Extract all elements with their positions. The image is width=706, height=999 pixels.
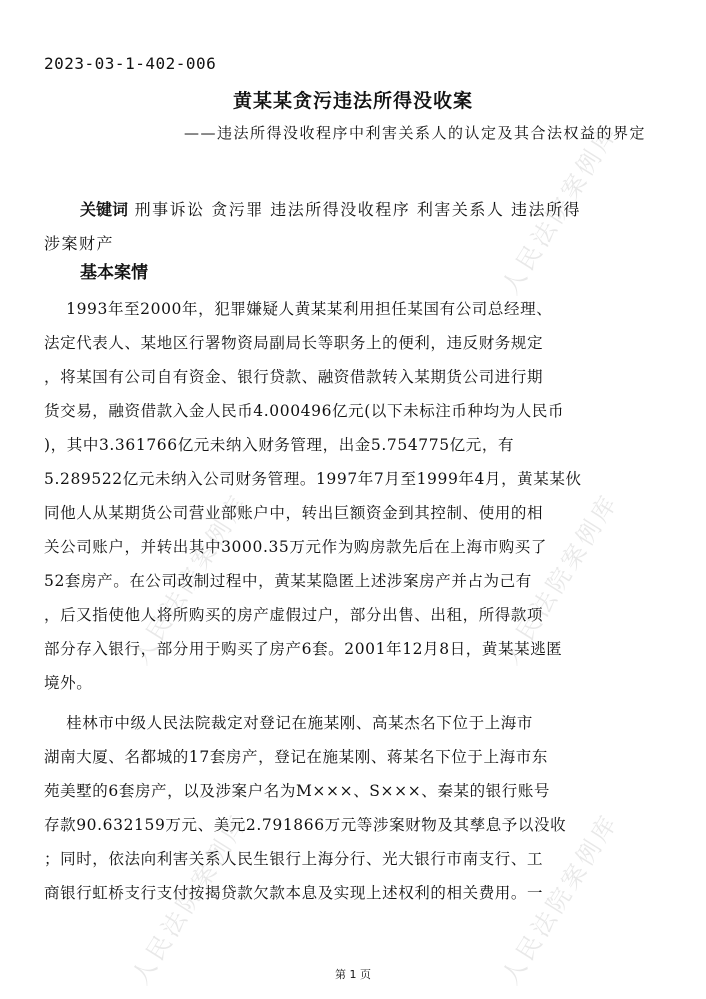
document-title: 黄某某贪污违法所得没收案 — [232, 90, 473, 112]
text-line: 桂林市中级人民法院裁定对登记在施某刚、高某杰名下位于上海市 — [44, 714, 534, 732]
text-line: 5.289522亿元未纳入公司财务管理。1997年7月至1999年4月，黄某某伙 — [44, 470, 582, 488]
page-number: 第 1 页 — [335, 968, 371, 981]
watermark: 人民法院案例库 — [496, 488, 624, 670]
keywords-list: 刑事诉讼 贪污罪 违法所得没收程序 利害关系人 违法所得 — [128, 200, 581, 219]
text-line: 关公司账户，并转出其中3000.35万元作为购房款先后在上海市购买了 — [44, 538, 547, 556]
text-line: 商银行虹桥支行支付按揭贷款欠款本息及实现上述权利的相关费用。一 — [44, 884, 544, 902]
text-line: ，将某国有公司自有资金、银行贷款、融资借款转入某期货公司进行期 — [44, 368, 544, 386]
text-line: 苑美墅的6套房产，以及涉案户名为M×××、S×××、秦某的银行账号 — [44, 782, 551, 800]
text-line: 法定代表人、某地区行署物资局副局长等职务上的便利，违反财务规定 — [44, 334, 544, 352]
text-line: 部分存入银行，部分用于购买了房产6套。2001年12月8日，黄某某逃匿 — [44, 640, 563, 658]
keywords-list-continued: 涉案财产 — [44, 234, 115, 253]
paragraph-2 — [44, 706, 664, 910]
text-line: ，后又指使他人将所购买的房产虚假过户，部分出售、出租，所得款项 — [44, 606, 544, 624]
text-line: 货交易，融资借款入金人民币4.000496亿元(以下未标注币种均为人民币 — [44, 402, 565, 420]
watermark: 人民法院案例库 — [126, 808, 254, 990]
text-line: 1993年至2000年，犯罪嫌疑人黄某某利用担任某国有公司总经理、 — [44, 300, 553, 318]
case-number: 2023-03-1-402-006 — [44, 54, 217, 73]
section-heading: 基本案情 — [80, 263, 148, 283]
watermark: 人民法院案例库 — [496, 118, 624, 300]
text-line: 湖南大厦、名都城的17套房产，登记在施某刚、蒋某名下位于上海市东 — [44, 748, 548, 766]
document-subtitle: ——违法所得没收程序中利害关系人的认定及其合法权益的界定 — [183, 124, 646, 142]
text-line: 存款90.632159万元、美元2.791866万元等涉案财物及其孳息予以没收 — [44, 816, 567, 834]
case-body — [44, 292, 664, 910]
watermark: 人民法院案例库 — [496, 808, 624, 990]
keywords-label: 关键词 — [80, 200, 129, 219]
keywords-block — [44, 193, 664, 261]
text-line: 同他人从某期货公司营业部账户中，转出巨额资金到其控制、使用的相 — [44, 504, 544, 522]
text-line: 52套房产。在公司改制过程中，黄某某隐匿上述涉案房产并占为己有 — [44, 572, 532, 590]
text-line: )，其中3.361766亿元未纳入财务管理，出金5.754775亿元，有 — [44, 436, 515, 454]
text-line: 境外。 — [44, 674, 93, 692]
text-line: ；同时，依法向利害关系人民生银行上海分行、光大银行市南支行、工 — [44, 850, 544, 868]
paragraph-1 — [44, 292, 664, 700]
watermark: 人民法院案例库 — [126, 488, 254, 670]
